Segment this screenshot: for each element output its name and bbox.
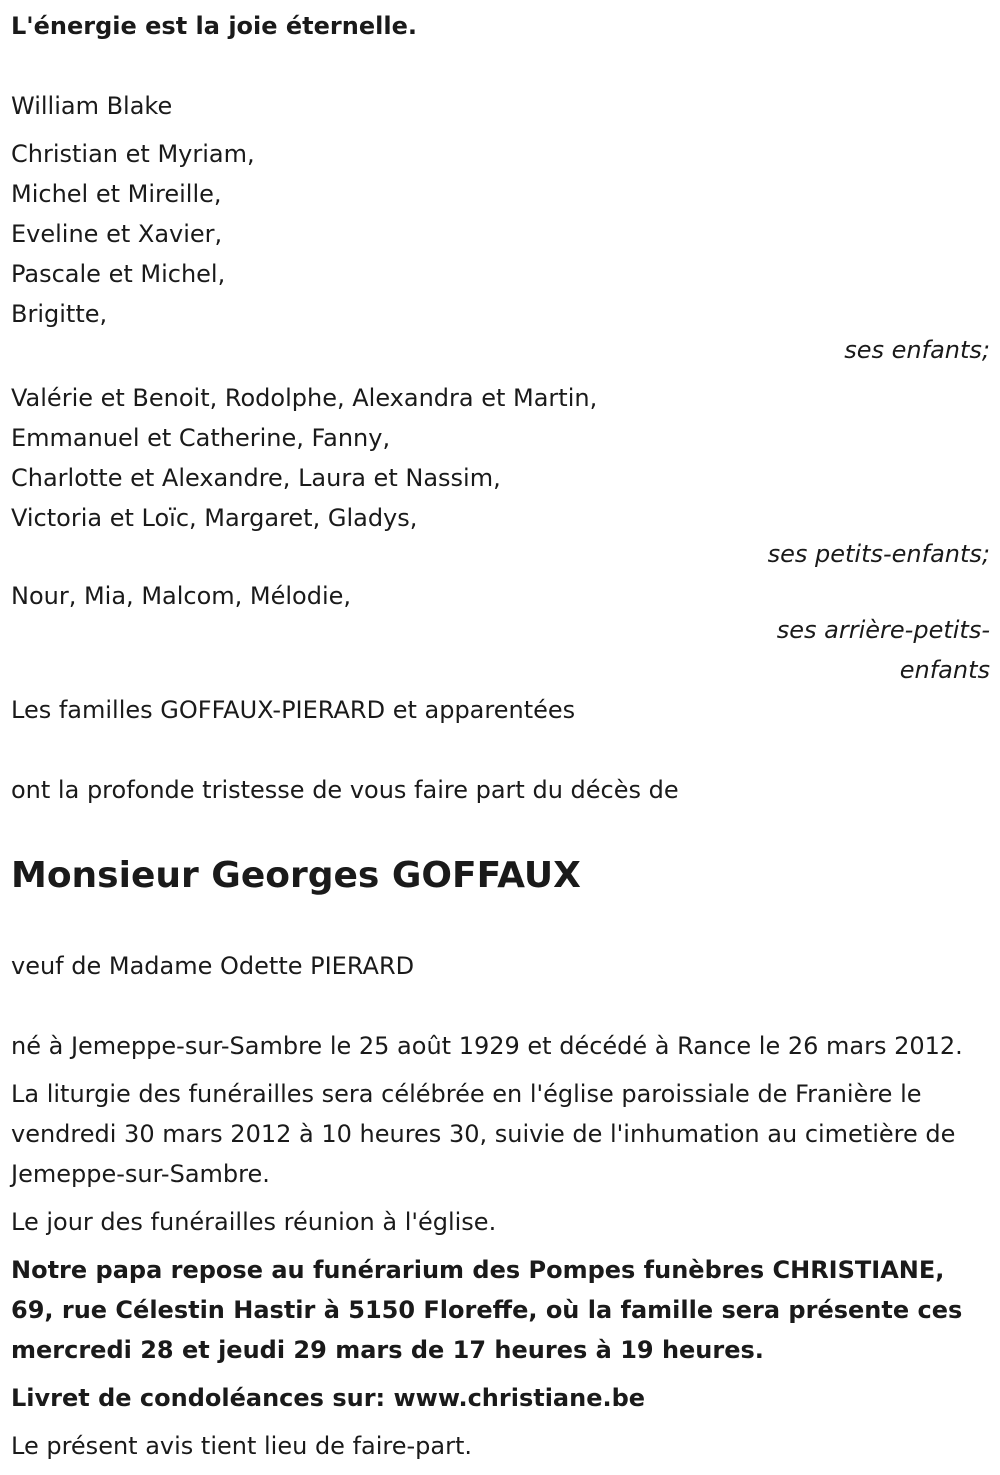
great-grandchildren-names: Nour, Mia, Malcom, Mélodie, [11, 582, 352, 610]
children-relation: ses enfants; [844, 336, 990, 364]
grandchildren-relation: ses petits-enfants; [767, 540, 990, 568]
child-name: Pascale et Michel, [11, 260, 226, 288]
condolences-paragraph: Livret de condoléances sur: www.christiane.be [11, 1384, 646, 1412]
families-text: Les familles GOFFAUX-PIERARD et apparentées [11, 696, 576, 724]
child-name: Brigitte, [11, 300, 108, 328]
grandchild-name: Valérie et Benoit, Rodolphe, Alexandra et Martin, [11, 384, 598, 412]
children-list [11, 134, 990, 334]
quote-text: L'énergie est la joie éternelle. [11, 12, 417, 40]
liturgy-paragraph: La liturgie des funérailles sera célébrée en l'église paroissiale de Franière le vendredi 30 mars 2012 à 10 heures 30, suivie de l'inhumation au cimetière de Jemeppe-sur-Sambre. [11, 1080, 956, 1188]
child-name: Eveline et Xavier, [11, 220, 223, 248]
notice-paragraph: Le présent avis tient lieu de faire-part. [11, 1432, 473, 1460]
widow-of-text: veuf de Madame Odette PIERARD [11, 952, 415, 980]
great-grandchildren-relation-line2: enfants [899, 656, 990, 684]
grandchild-name: Emmanuel et Catherine, Fanny, [11, 424, 391, 452]
grandchild-name: Victoria et Loïc, Margaret, Gladys, [11, 504, 418, 532]
great-grandchildren-relation-line1: ses arrière-petits- [776, 616, 990, 644]
quote-author: William Blake [11, 92, 173, 120]
grandchildren-list [11, 378, 990, 538]
deceased-name: Monsieur Georges GOFFAUX [11, 855, 581, 896]
grandchild-name: Charlotte et Alexandre, Laura et Nassim, [11, 464, 501, 492]
funerarium-paragraph: Notre papa repose au funérarium des Pompes funèbres CHRISTIANE, 69, rue Célestin Hastir à 5150 Floreffe, où la famille sera présente ces mercredi 28 et jeudi 29 mars de 17 heures à 19 heures. [11, 1256, 963, 1364]
child-name: Michel et Mireille, [11, 180, 222, 208]
child-name: Christian et Myriam, [11, 140, 255, 168]
announcement-text: ont la profonde tristesse de vous faire part du décès de [11, 776, 679, 804]
meeting-paragraph: Le jour des funérailles réunion à l'église. [11, 1208, 497, 1236]
birth-death-paragraph: né à Jemeppe-sur-Sambre le 25 août 1929 et décédé à Rance le 26 mars 2012. [11, 1032, 963, 1060]
